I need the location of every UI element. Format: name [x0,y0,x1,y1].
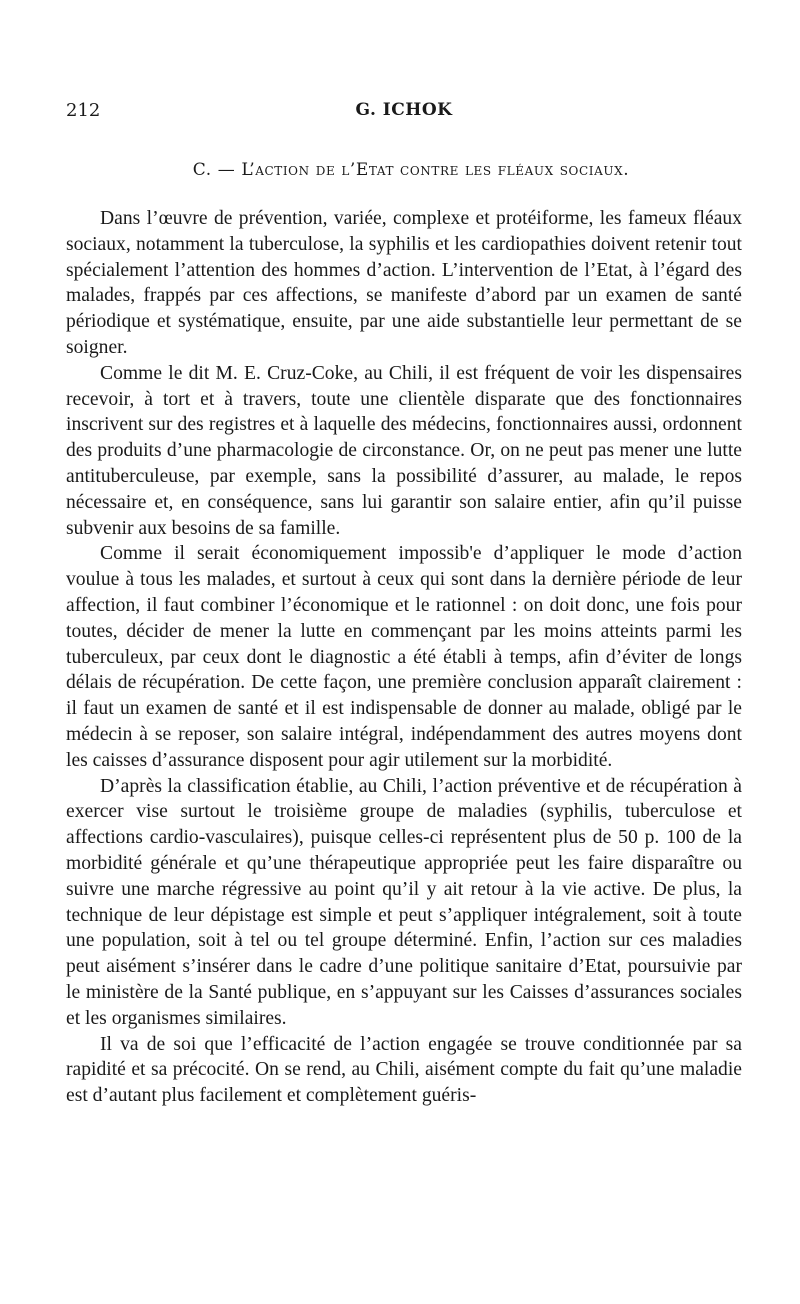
page-number: 212 [66,100,101,121]
paragraph: Il va de soi que l’efficacité de l’action engagée se trouve conditionnée par sa rapidité et sa précocité. On se rend, au Chili, aisément compte du fait qu’une maladie est d’autant plus facilement et complètement guéris- [66,1033,742,1107]
running-head [66,100,742,130]
body-text [66,206,742,1109]
paragraph: Comme il serait économiquement impossib'e d’appliquer le mode d’action voulue à tous les malades, et surtout à ceux qui sont dans la dernière période de leur affection, il faut combiner l’économique et le rationnel : on doit donc, une fois pour toutes, décider de mener la lutte en commençant par les moins atteints parmi les tuberculeux, par ceux dont le diagnostic a été établi à temps, afin d’éviter de longs délais de récupération. De cette façon, une première conclusion apparaît clairement : il faut un examen de santé et il est indispensable de donner au malade, obligé par le médecin à se reposer, son salaire intégral, indépendamment des autres moyens dont les caisses d’assurance disposent pour agir utilement sur la morbidité. [66,543,742,771]
section-title: C. — L’action de l’Etat contre les fléaux sociaux. [192,160,630,180]
paragraph: D’après la classification établie, au Chili, l’action préventive et de récupération à exercer vise surtout le troisième groupe de maladies (syphilis, tuberculose et affections cardio-vasculaires), puisque celles-ci représentent plus de 50 p. 100 de la morbidité générale et qu’une thérapeutique appropriée peut les faire disparaître ou suivre une marche régressive au point qu’il y ait retour à la vie active. De plus, la technique de leur dépistage est simple et peut s’appliquer intégralement, soit à toute une population, soit à tel ou tel groupe déterminé. Enfin, l’action sur ces maladies peut aisément s’insérer dans le cadre d’une politique sanitaire d’Etat, poursuivie par le ministère de la Santé publique, en s’appuyant sur les Caisses d’assurances sociales et les organismes similaires. [66,775,742,1029]
paragraph: Comme le dit M. E. Cruz-Coke, au Chili, il est fréquent de voir les dispensaires recevoir, à tort et à travers, toute une clientèle disparate que des fonctionnaires inscrivent sur des registres et à laquelle des médecins, fonctionnaires aussi, ordonnent des produits d’une pharmacologie de circonstance. Or, on ne peut pas mener une lutte antituberculeuse, par exemple, sans la possibilité d’assurer, au malade, le repos nécessaire et, en conséquence, sans lui garantir son salaire entier, afin qu’il puisse subvenir aux besoins de sa famille. [66,362,742,539]
book-page [66,100,742,1109]
paragraph: Dans l’œuvre de prévention, variée, complexe et protéiforme, les fameux fléaux sociaux, notamment la tuberculose, la syphilis et les cardiopathies doivent retenir tout spécialement l’attention des hommes d’action. L’intervention de l’Etat, à l’égard des malades, frappés par ces affections, se manifeste d’abord par un examen de santé périodique et systématique, ensuite, par une aide substantielle leur permettant de se soigner. [66,208,742,358]
running-head-author: G. ICHOK [355,100,453,120]
